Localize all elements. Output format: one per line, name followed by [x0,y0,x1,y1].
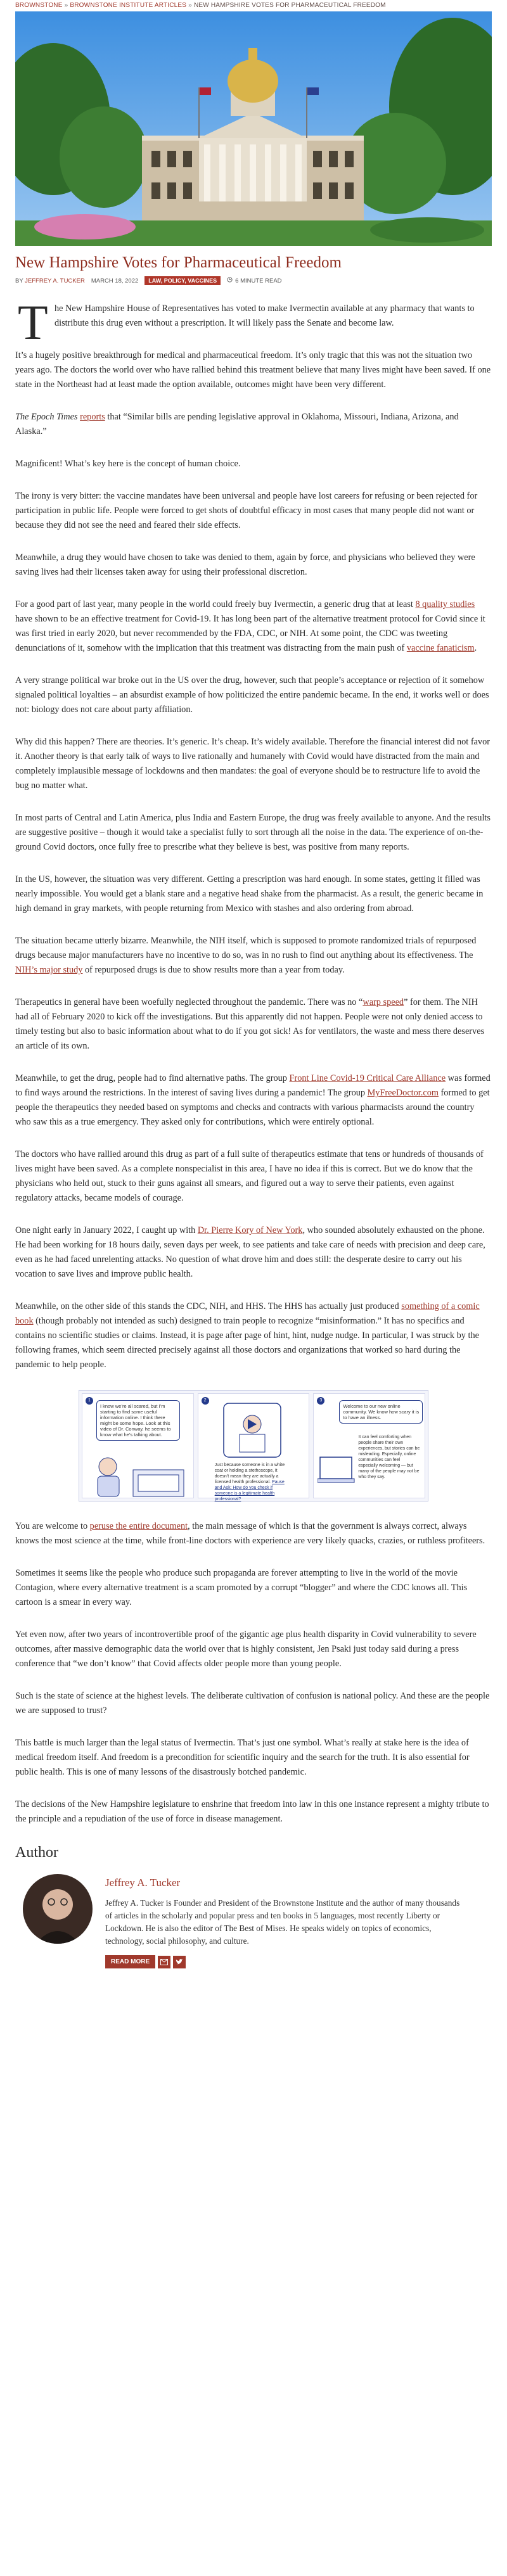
paragraph-text: The situation became utterly bizarre. Meanwhile, the NIH itself, which is supposed to promote randomized trials of repurposed drugs because major manufacturers have no incentive to do so, was in no rush to find out anything about its effectiveness. The [15,936,477,960]
caption-text: Just because someone is in a white coat or holding a stethoscope, it doesn’t mean they are actually a licensed health professional. [214,1463,285,1484]
author-link[interactable]: JEFFREY A. TUCKER [25,277,85,284]
speech-bubble: Welcome to our new online community. We know how scary it is to have an illness. [339,1400,423,1424]
read-time-label: 6 MINUTE READ [235,277,282,284]
phone-video-icon [217,1400,287,1460]
hero-image [15,11,492,246]
paragraph: In most parts of Central and Latin America, plus India and Eastern Europe, the drug was freely available to anyone. And the results are suggestive positive – though it would take a specialist fully to sort through all the noise in the data. The experience of on-the-ground Covid doctors, once fully free to prescribe what they believe is best, was positive from many reports. [15,813,491,852]
paragraph: Such is the state of science at the highest levels. The deliberate cultivation of confusion is national policy. And these are the people we are supposed to trust? [15,1691,490,1716]
byline-prefix: BY [15,277,23,284]
vaccine-fanaticism-link[interactable]: vaccine fanaticism [406,643,475,653]
paragraph [15,995,492,1054]
paragraph-text: was formed to find ways around the restrictions. In the interest of saving lives during a pandemic! The group [15,1073,491,1098]
myfreedoctor-link[interactable]: MyFreeDoctor.com [367,1088,439,1098]
paragraph: Yet even now, after two years of incontrovertible proof of the gigantic age plus health disparity in Covid vulnerability to severe outcomes, after massive demographic data the world over that is highly consistent, Jen Psaki just today said during a press conference that “we don’t know” that Covid affects older people more than young people. [15,1629,477,1669]
article-title: New Hampshire Votes for Pharmaceutical Freedom [15,254,342,271]
paragraph: It’s a hugely positive breakthrough for medical and pharmaceutical freedom. It’s only tragic that this was not the situation two years ago. The doctors the world over who have rallied behind this treatment believe that many lives might have been saved. If one state in the Northeast had at least made the option available, outcomes might have been very different. [15,350,491,390]
category-tags[interactable]: LAW, POLICY, VACCINES [144,276,221,285]
paragraph: Magnificent! What’s key here is the concept of human choice. [15,459,241,469]
paragraph [15,410,492,439]
author-actions [105,1955,460,1968]
author-name[interactable]: Jeffrey A. Tucker [105,1877,181,1889]
paragraph-text: . [474,643,477,653]
paragraph [15,1071,492,1130]
paragraph-text: Meanwhile, on the other side of this stands the CDC, NIH, and HHS. The HHS has actually just produced [15,1301,402,1311]
read-time [227,277,281,284]
paragraph: Meanwhile, a drug they would have chosen to take was denied to them, again by force, and physicians who believed they were saving lives had their licenses taken away for using their professional discretion. [15,552,475,577]
panel-number: 3 [317,1397,324,1405]
warp-speed-link[interactable]: warp speed [363,997,404,1007]
paragraph-text: that “Similar bills are pending legislative approval in Oklahoma, Missouri, Indiana, Arizona, and Alaska.” [15,412,459,437]
author-section [15,1844,492,1968]
paragraph: Sometimes it seems like the people who produce such propaganda are forever attempting to live in the world of the movie Contagion, where every alternative treatment is a scam promoted by a corrupt “blogger” and where the CDC knows all. This cartoon is a smear in every way. [15,1568,468,1607]
panel-number: 2 [202,1397,209,1405]
panel-number: 1 [86,1397,93,1405]
flccc-link[interactable]: Front Line Covid-19 Critical Care Alliance [289,1073,446,1083]
read-more-button[interactable]: READ MORE [105,1955,155,1968]
paragraph [15,597,492,656]
paragraph: This battle is much larger than the legal status of Ivermectin. That’s just one symbol. What’s really at stake here is the idea of medical freedom itself. And freedom is a precondition for scientific inquiry and the search for the truth. It is also essential for public health. This is one of many lessons of the disastrously botched pandemic. [15,1738,470,1777]
breadcrumb [0,0,507,11]
nih-study-link[interactable]: NIH’s major study [15,965,83,975]
paragraph-text: (though probably not intended as such) designed to train people to recognize “misinformation.” It has no specifics and contains no scientific studies or claims. Instead, it is page after page of hint, hint, nudge nudge. In particular, I was struck by the following frames, which seem directed precisely against all those doctors and organizations that worked so hard during the pandemic to help people. [15,1316,479,1370]
reports-link[interactable]: reports [80,412,105,422]
author-box [23,1874,492,1968]
paragraph [15,1299,492,1372]
breadcrumb-separator: » [188,2,192,9]
laptop-icon [318,1432,356,1495]
caption-prompt: Pause and Ask: How do you check if someone is a legitimate health professional? [214,1480,285,1502]
panel-caption [215,1462,290,1502]
comic-illustration-icon [89,1451,190,1498]
breadcrumb-current: NEW HAMPSHIRE VOTES FOR PHARMACEUTICAL FREEDOM [193,2,386,9]
paragraph: The doctors who have rallied around this drug as part of a full suite of therapeutics estimate that tens or hundreds of thousands of lives might have been saved. As a complete nonspecialist in this area, I have no idea if this is correct. But we do know that the physicians who held out, stuck to their guns against all smears, and figured out a way to serve their patients, even against regulatory attacks, became models of courage. [15,1149,484,1203]
paragraph-text: , the main message of which is that the government is always correct, always knows the most science at the time, while front-line doctors with experience are very likely quacks, crazies, or ruthless profiteers. [15,1521,485,1546]
twitter-icon[interactable] [173,1956,186,1968]
entire-document-link[interactable]: peruse the entire document [89,1521,188,1531]
paragraph [15,934,492,978]
article-meta [15,276,492,285]
speech-bubble: I know we’re all scared, but I’m starting to find some useful information online. I think there might be some hope. Look at this video of Dr. Conway, he seems to know what he’s talking about. [96,1400,180,1441]
paragraph: A very strange political war broke out in the US over the drug, however, such that people’s acceptance or rejection of it somehow signaled political loyalties – an absurdist example of how politicized the entire pandemic became. In the end, it works well or does not: biology does not care about party affiliation. [15,675,489,715]
intro-paragraph [15,295,492,350]
paragraph: Why did this happen? There are theories. It’s generic. It’s cheap. It’s widely available. Therefore the financial interest did not favor it. Another theory is that early talk of ways to live rationally and humanely with Covid would have distracted from the main and completely implausible message of lockdowns and then mandates: the goal of everyone should be to restructure life to avoid the bug no matter what. [15,737,490,791]
paragraph [15,1223,492,1282]
paragraph: The irony is very bitter: the vaccine mandates have been universal and people have lost careers for refusing or been rejected for participation in public life. People were forced to get shots of doubtful efficacy in most cases that many people did not want or because they did not see the need and feared their side effects. [15,491,478,530]
paragraph [15,1519,492,1548]
comic-panel-1 [82,1393,194,1498]
paragraph-text: Meanwhile, to get the drug, people had to find alternative paths. The group [15,1073,290,1083]
breadcrumb-home[interactable]: BROWNSTONE [15,2,63,9]
author-heading: Author [15,1844,58,1861]
clock-icon [227,277,233,284]
panel-caption: It can feel comforting when people share their own experiences, but stories can be misleading. Especially, online communities can feel especially welcoming — but many of the people may not be who they say. [358,1435,420,1479]
avatar[interactable] [23,1874,93,1944]
email-icon[interactable] [158,1956,170,1968]
paragraph-text: Therapeutics in general have been woefully neglected throughout the pandemic. There was no “ [15,997,363,1007]
byline [15,277,85,284]
paragraph-text: One night early in January 2022, I caught up with [15,1225,198,1235]
paragraph-text: of repurposed drugs is due to show results more than a year from today. [82,965,345,975]
drop-cap: T [18,295,48,350]
publish-date: MARCH 18, 2022 [91,277,139,284]
pierre-kory-link[interactable]: Dr. Pierre Kory of New York [197,1225,303,1235]
publication-name: The Epoch Times [15,412,78,422]
paragraph: he New Hampshire House of Representatives has voted to make Ivermectin available at any pharmacy that wants to distribute this drug even without a prescription. It will likely pass the Senate and become law. [55,303,475,328]
breadcrumb-separator: » [64,2,68,9]
author-bio: Jeffrey A. Tucker is Founder and President of the Brownstone Institute and the author of many thousands of articles in the scholarly and popular press and ten books in 5 languages, most recently Liberty or Lockdown. He is also the editor of The Best of Mises. He speaks widely on topics of economics, technology, social philosophy, and culture. [105,1898,460,1946]
paragraph-text: formed to get people the therapeutics they needed based on symptoms and checks and contracts with various pharmacists around the country who saw this as a true emergency. They asked only for contributions, which were entirely optional. [15,1088,490,1127]
paragraph-text: For a good part of last year, many people in the world could freely buy Ivermectin, a generic drug that at least [15,599,416,609]
author-info [105,1874,460,1968]
breadcrumb-section[interactable]: BROWNSTONE INSTITUTE ARTICLES [70,2,187,9]
hhs-comic-figure [79,1390,428,1502]
comic-panel-2 [198,1393,310,1502]
quality-studies-link[interactable]: 8 quality studies [415,599,475,609]
comic-book-link[interactable]: something of a comic book [15,1301,480,1326]
comic-panel-3 [313,1393,425,1498]
paragraph-text: You are welcome to [15,1521,90,1531]
paragraph: The decisions of the New Hampshire legislature to enshrine that freedom into law in this one instance represent a mighty tribute to the principle and a repudiation of the use of force in disease management. [15,1799,489,1824]
article-body [15,295,492,1827]
paragraph-text: ” for them. The NIH had all of February 2020 to kick off the investigations. But this apparently did not happen. People were not only denied access to timely testing but also to basic information about what to do if you got sick! As for ventilators, the waste and mess there deserves an article of its own. [15,997,485,1051]
paragraph-text: , who sounded absolutely exhausted on the phone. He had been working for 18 hours daily, seven days per week, to see patients and take care of needs with precision and deep care, even as he had faced unrelenting attacks. No question of what drove him and does still: the desperate desire to carry out his vocation to save lives and improve public health. [15,1225,485,1279]
paragraph-text: have shown to be an effective treatment for Covid-19. It has long been part of the alternative treatment protocol for Covid since it was first tried in early 2020, but never recommended by the FDA, CDC, or NIH. At some point, the CDC was tweeting denunciations of it, somehow with the implication that this treatment was distracting from the main push of [15,614,485,653]
paragraph: In the US, however, the situation was very different. Getting a prescription was hard enough. In some states, getting it filled was nearly impossible. You would get a blank stare and a negative head shake from the pharmacist. As a result, the generic became in high demand in gray markets, with people returning from Mexico with stashes and also ordering from abroad. [15,874,484,914]
